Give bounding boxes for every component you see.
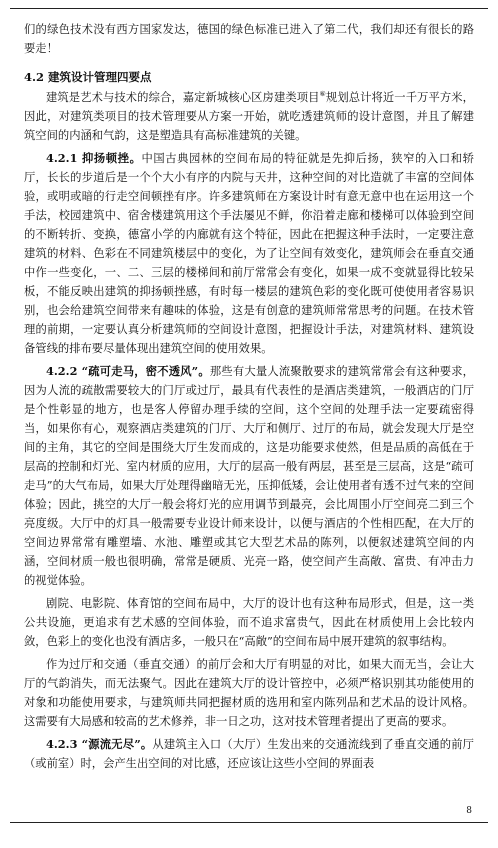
section-heading: 4.2 建筑设计管理四要点 [24,70,152,84]
subsection-4-2-2-title: 4.2.2 “疏可走马，密不透风”。 [46,364,210,378]
page-number: 8 [466,806,472,816]
subsection-4-2-3-title: 4.2.3 “源流无尽”。 [46,737,153,751]
subsection-4-2-2 [24,362,474,590]
intro-paragraph: 们的绿色技术没有西方国家发达，德国的绿色标准已进入了第二代，我们却还有很长的路要走！ [24,23,474,55]
subsection-4-2-1-text: 中国古典园林的空间布局的特征就是先抑后扬，狭窄的入口和轿厅，长长的步道后是一个个大小有序的内院与天井，这种空间的对比造就了丰富的空间体验，或明或暗的行走空间顿挫有序。许多建筑师在方案设计时有意无意中也在运用这一个手法，校园建筑中、宿舍楼建筑用这个手法屡见不鲜，你沿着走廊和楼梯可以体验到空间的不断转折、变换，德富小学的内廊就有这个特征，因此在把握这种手法时，一定要注意建筑的材料、色彩在不同建筑楼层中的变化，为了让空间有效变化，建筑师会在垂直交通中作一些变化，一、二、三层的楼梯间和前厅常常会有变化，如果一成不变就显得比较呆板，不能反映出建筑的抑扬顿挫感，有时每一楼层的建筑色彩的变化既可使使用者容易识别，也会给建筑空间带来有趣味的体验，这是有创意的建筑师常常思考的问题。在技术管理的前期，一定要认真分析建筑师的空间设计意图，把握设计手法，对建筑材料、建筑设备管线的排布要尽量体现出建筑空间的使用效果。 [24,152,474,355]
subsection-4-2-2-text: 那些有大量人流聚散要求的建筑常常会有这种要求，因为人流的疏散需要较大的门厅或过厅，最具有代表性的是酒店类建筑，一般酒店的门厅是个性彰显的地方，也是客人停留办理手续的空间，这个空间的处理手法一定要疏密得当，如果你有心，观察酒店类建筑的门厅、大厅和侧厅、过厅的布局，就会发现大厅是空间的主角，其它的空间是围绕大厅生发而成的，这是功能要求使然，但是品质的高低在于层高的控制和灯光、室内材质的应用，大厅的层高一般有两层，甚至是三层高，这是“疏可走马”的大气布局，如果大厅处理得幽暗无光，压抑低矮，会让使用者有透不过气来的空间体验；因此，挑空的大厅一般会将灯光的应用调节到最亮，会比周围小厅空间亮二到三个亮度级。大厅中的灯具一般需要专业设计师来设计，以便与酒店的个性相匹配，在大厅的空间边界常常有雕塑墙、水池、雕塑或其它大型艺术品的陈列，以便叙述建筑空间的内涵，空间材质一般也很明确，常常是硬质、光亮一路，使空间产生高敞、富贵、有冲击力的视觉体验。 [24,365,474,587]
subsection-4-2-1 [24,149,474,358]
section-intro-paragraph [24,88,474,145]
subsection-4-2-3 [24,735,474,773]
document-body [24,20,474,777]
footer-rule [10,822,488,823]
footnote-marker: ⑥ [319,90,326,99]
section-intro-text-b: 规划总计将近一千万平方米，因此，对建筑类项目的技术管理要从方案一开始，就吃透建筑师的设计意图，并且了解建筑空间的内涵和气韵，这是塑造具有高标准建筑的关键。 [24,91,474,142]
section-intro-text-a: 建筑是艺术与技术的综合，嘉定新城核心区房建类项目 [46,91,320,104]
subsection-4-2-2-paragraph-3: 作为过厅和交通（垂直交通）的前厅会和大厅有明显的对比，如果大而无当，会让大厅的气韵消失，而无法聚气。因此在建筑大厅的设计管控中，必须严格识别其功能使用的对象和功能使用要求，与建筑师共同把握材质的选用和室内陈列品和艺术品的设计风格。这需要有大局感和较高的艺术修养，非一日之功，这对技术管理者提出了更高的要求。 [24,658,474,728]
subsection-4-2-2-paragraph-2: 剧院、电影院、体育馆的空间布局中，大厅的设计也有这种布局形式，但是，这一类公共设施，更追求有艺术感的空间体验，而不追求富贵气，因此在材质使用上会比较内敛，色彩上的变化也没有酒店多，一般只在“高敞”的空间布局中展开建筑的叙事结构。 [24,597,474,648]
subsection-4-2-1-title: 4.2.1 抑扬顿挫。 [46,151,142,165]
header-rule [10,8,488,9]
subsection-4-2-3-text: 从建筑主入口（大厅）生发出来的交通流线到了垂直交通的前厅（或前室）时，会产生出空间的对比感，还应该让这些小空间的界面表 [24,738,474,770]
